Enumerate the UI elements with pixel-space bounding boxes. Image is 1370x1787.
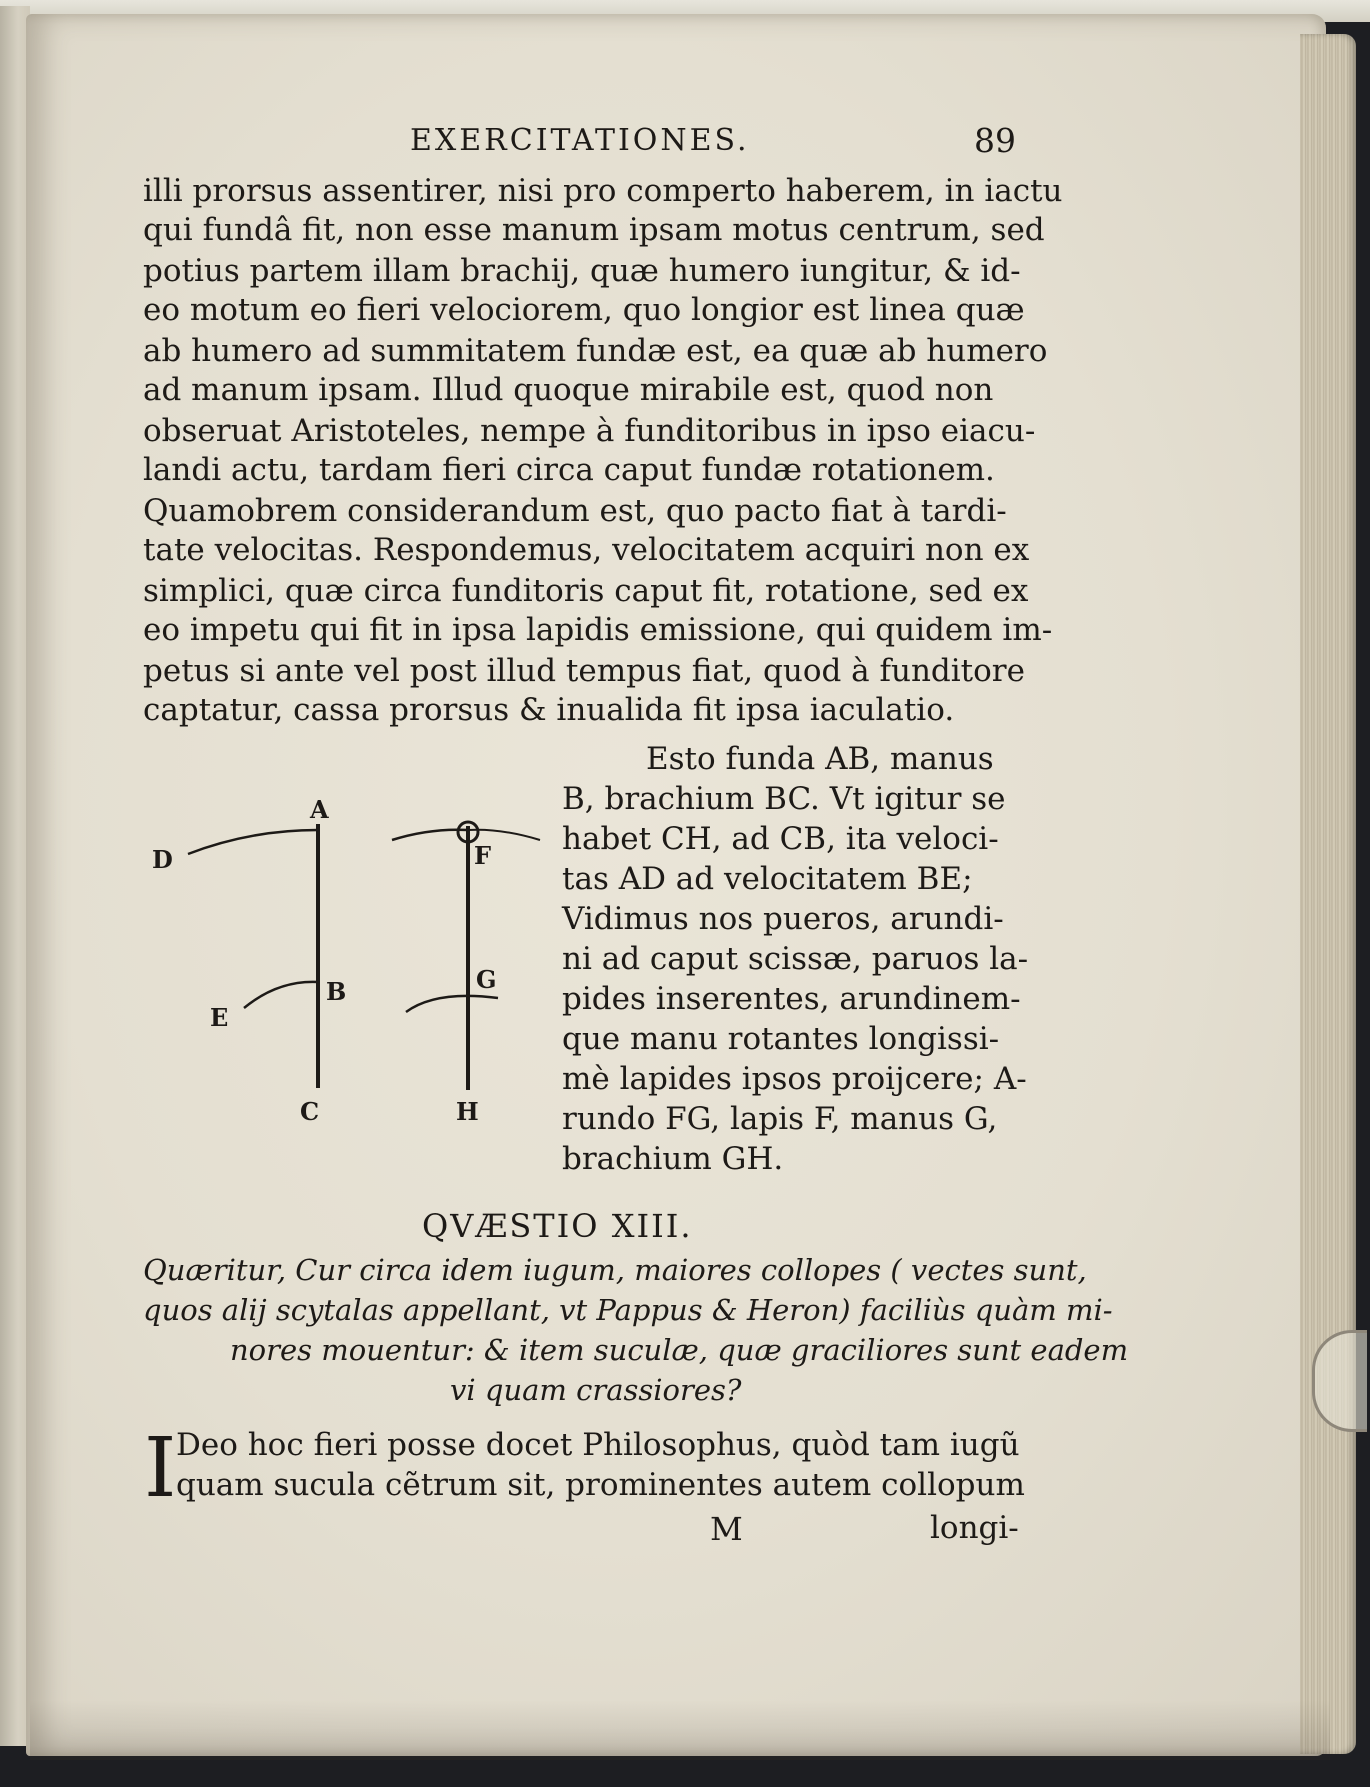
answer-line: quam sucula cẽtrum sit, prominentes autem collopum [176, 1467, 1025, 1503]
body-line: simplici, quæ circa funditoris caput fit, rotatione, sed ex [143, 573, 1029, 609]
figure-caption-line: brachium GH. [562, 1141, 784, 1177]
running-title: EXERCITATIONES. [410, 123, 750, 158]
answer-line: Deo hoc fieri posse docet Philosophus, quòd tam iugũ [176, 1427, 1020, 1463]
label-d: D [152, 845, 173, 874]
catchword: longi- [930, 1510, 1019, 1546]
body-line: tate velocitas. Respondemus, velocitatem acquiri non ex [143, 532, 1030, 568]
question-line: Quæritur, Cur circa idem iugum, maiores collopes ( vectes sunt, [143, 1253, 1087, 1287]
book-clasp [1312, 1330, 1367, 1432]
question-line: quos alij scytalas appellant, vt Pappus & Heron) faciliùs quàm mi- [143, 1293, 1113, 1327]
body-line: captatur, cassa prorsus & inualida fit ipsa iaculatio. [143, 692, 955, 728]
body-line: ab humero ad summitatem fundæ est, ea quæ ab humero [143, 333, 1048, 369]
signature-mark: M [710, 1510, 743, 1548]
label-g: G [476, 965, 497, 994]
figure-caption-line: ni ad caput scissæ, paruos la- [562, 941, 1029, 977]
body-line: eo motum eo fieri velociorem, quo longior est linea quæ [143, 292, 1025, 328]
label-b: B [326, 977, 347, 1006]
figure-caption-line: pides inserentes, arundinem- [562, 981, 1021, 1017]
sling-diagram-svg [140, 790, 560, 1150]
arc-g [406, 996, 498, 1012]
figure-caption-line: habet CH, ad CB, ita veloci- [562, 821, 999, 857]
arc-ad [188, 830, 318, 854]
figure-caption-line: tas AD ad velocitatem BE; [562, 861, 973, 897]
figure-caption-line: mè lapides ipsos proijcere; A- [562, 1061, 1027, 1097]
label-e: E [210, 1003, 229, 1032]
label-c: C [300, 1097, 320, 1126]
question-line: nores mouentur: & item suculæ, quæ graciliores sunt eadem [230, 1333, 1129, 1367]
figure-caption-line: Vidimus nos pueros, arundi- [562, 901, 1004, 937]
question-title: QVÆSTIO XIII. [422, 1207, 693, 1245]
body-line: ad manum ipsam. Illud quoque mirabile est, quod non [143, 372, 994, 408]
page-number: 89 [974, 121, 1016, 160]
page-bottom-shadow [30, 1700, 1330, 1760]
page-fore-edge [1300, 34, 1356, 1754]
body-line: eo impetu qui fit in ipsa lapidis emissione, qui quidem im- [143, 612, 1053, 648]
drop-capital: I [144, 1421, 177, 1516]
figure-caption-line: B, brachium BC. Vt igitur se [562, 781, 1006, 817]
body-line: illi prorsus assentirer, nisi pro comperto haberem, in iactu [143, 173, 1063, 209]
label-a: A [310, 795, 329, 824]
figure-caption-line: que manu rotantes longissi- [562, 1021, 1000, 1057]
label-f: F [474, 841, 492, 870]
question-line: vi quam crassiores? [450, 1373, 742, 1407]
label-h: H [456, 1097, 479, 1126]
body-line: Quamobrem considerandum est, quo pacto fiat à tardi- [143, 493, 1007, 529]
body-line: petus si ante vel post illud tempus fiat, quod à funditore [143, 653, 1025, 689]
sling-diagram [140, 790, 560, 1150]
body-line: qui fundâ fit, non esse manum ipsam motus centrum, sed [143, 212, 1045, 248]
figure-caption-line: Esto funda AB, manus [646, 741, 994, 777]
body-line: potius partem illam brachij, quæ humero iungitur, & id- [143, 253, 1021, 289]
figure-caption-line: rundo FG, lapis F, manus G, [562, 1101, 998, 1137]
body-line: obseruat Aristoteles, nempe à funditoribus in ipso eiacu- [143, 413, 1036, 449]
arc-be [244, 982, 318, 1008]
body-line: landi actu, tardam fieri circa caput fundæ rotationem. [143, 452, 995, 488]
